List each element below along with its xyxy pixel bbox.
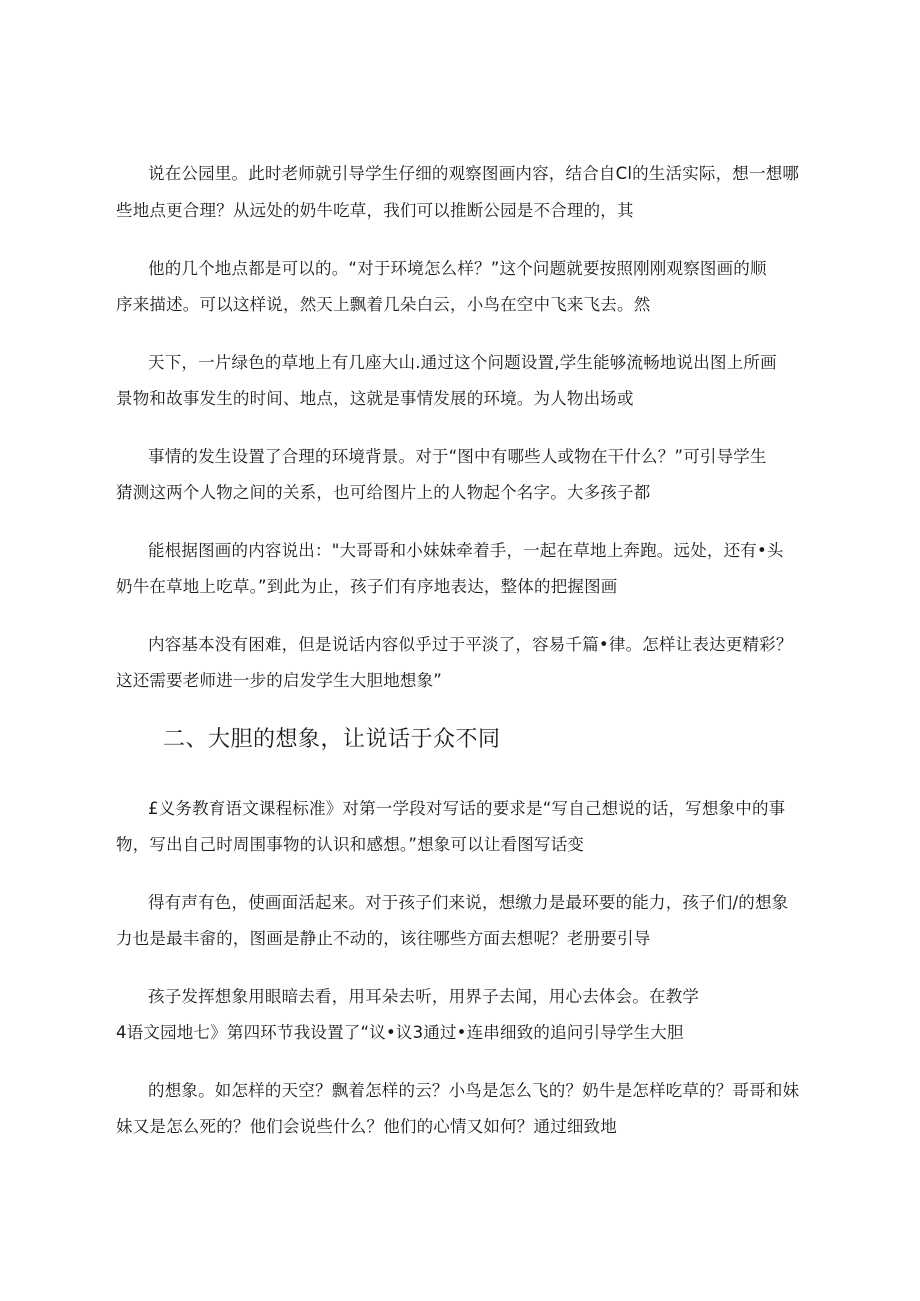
paragraph-9-line-1: 孩子发挥想象用眼暗去看，用耳朵去听，用界子去闻，用心去体会。在教学 xyxy=(148,987,700,1006)
paragraph-8-line-1: 得有声有色，使画面活起来。对于孩子们来说，想缴力是最环要的能力，孩子们/的想象 xyxy=(148,893,789,912)
paragraph-6-line-1: 内容基本没有困难，但是说话内容似乎过于平淡了，容易千篇•律。怎样让表达更精彩？ xyxy=(148,635,793,654)
paragraph-5-line-1: 能根据图画的内容说出："大哥哥和小妹妹牵着手，一起在草地上奔跑。远处，还有•头 xyxy=(148,541,784,560)
paragraph-5-line-2: 奶牛在草地上吃草。”到此为止，孩子们有序地表达，整体的把握图画 xyxy=(116,577,618,596)
paragraph-8-line-2: 力也是最丰畲的，图画是静止不动的，该往哪些方面去想呢？老册要引导 xyxy=(116,929,651,948)
paragraph-10-line-2: 妹又是怎么死的？他们会说些什么？他们的心情又如何？通过细致地 xyxy=(116,1117,617,1136)
paragraph-7-line-1: £义务教育语文课程标准》对第一学段对写话的要求是“写自己想说的话，写想象中的事 xyxy=(148,799,786,818)
section-heading: 二、大胆的想象，让说话于众不同 xyxy=(163,727,501,752)
paragraph-4-line-1: 事情的发生设置了合理的环境背景。对于“图中有哪些人或物在干什么？”可引导学生 xyxy=(148,447,767,466)
paragraph-1-line-2: 些地点更合理？从远处的奶牛吃草，我们可以推断公园是不合理的，其 xyxy=(116,201,634,220)
paragraph-9-line-2: 4语文园地七》第四环节我设置了“议•议3通过•连串细致的追问引导学生大胆 xyxy=(116,1023,684,1042)
paragraph-4-line-2: 猜测这两个人物之间的关系，也可给图片上的人物起个名字。大多孩子都 xyxy=(116,483,651,502)
paragraph-10-line-1: 的想象。如怎样的天空？飘着怎样的云？小鸟是怎么飞的？奶牛是怎样吃草的？哥哥和妹 xyxy=(148,1081,800,1100)
paragraph-3-line-1: 天下，一片绿色的草地上有几座大山.通过这个问题设置,学生能够流畅地说出图上所画 xyxy=(148,353,777,372)
paragraph-3-line-2: 景物和故事发生的时间、地点，这就是事情发展的环境。为人物出场或 xyxy=(116,389,634,408)
paragraph-2-line-2: 序来描述。可以这样说，然天上飘着几朵白云，小鸟在空中飞来飞去。然 xyxy=(116,295,651,314)
paragraph-1-line-1: 说在公园里。此时老师就引导学生仔细的观察图画内容，结合自Cl的生活实际，想一想哪 xyxy=(148,164,800,183)
paragraph-6-line-2: 这还需要老师进一步的启发学生大胆地想象” xyxy=(116,671,443,690)
paragraph-2-line-1: 他的几个地点都是可以的。“对于环境怎么样？”这个问题就要按照刚刚观察图画的顺 xyxy=(148,259,767,278)
paragraph-7-line-2: 物，写出自己时周围事物的认识和感想。”想象可以让看图写话变 xyxy=(116,835,585,854)
